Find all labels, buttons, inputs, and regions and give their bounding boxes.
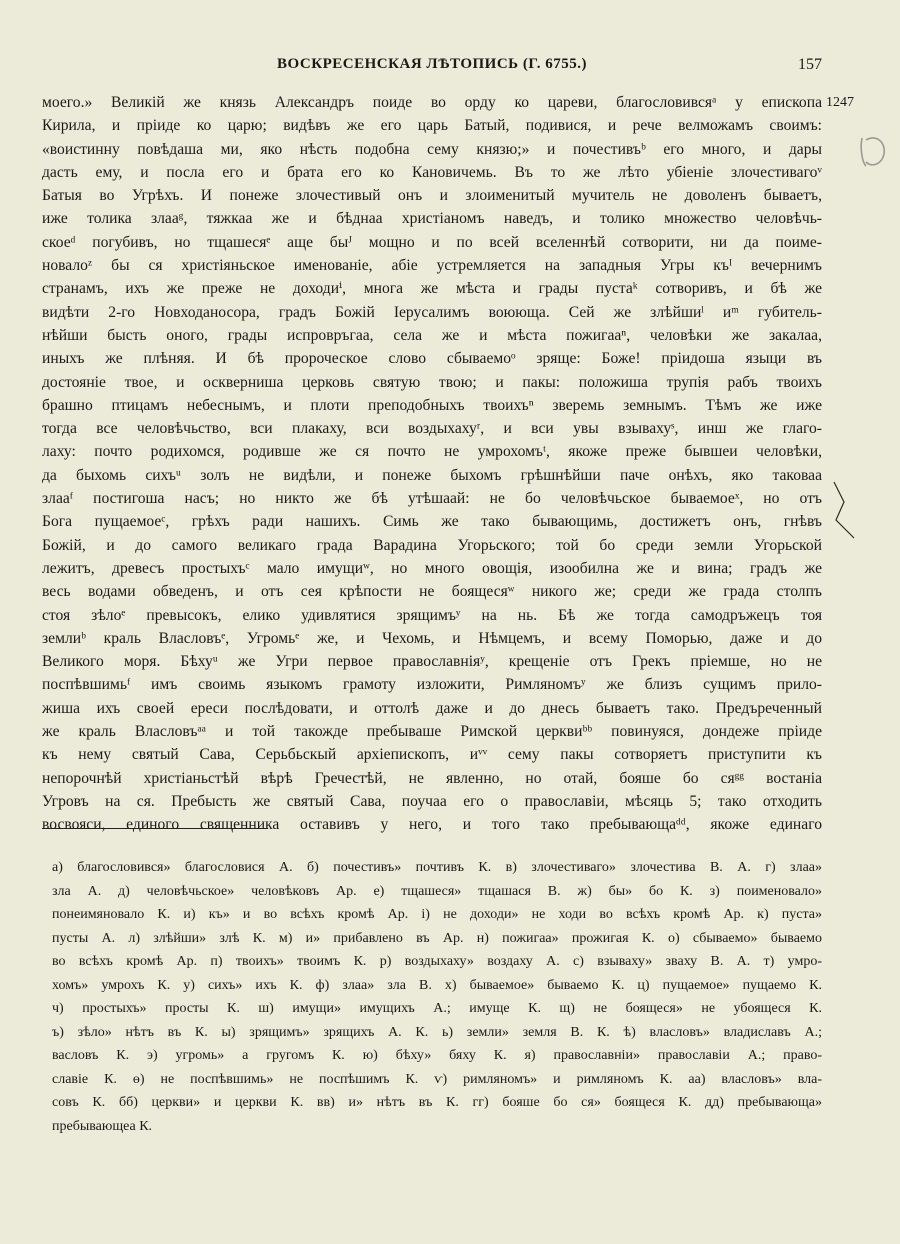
text-line: Великого моря. Бѣхуᵘ же Угри первое православніяʸ, крещеніе отъ Грекъ пріемше, но не (42, 653, 822, 671)
text-line: же краль Власловъᵃᵃ и той такожде пребываше Римской церквиᵇᵇ повинуяся, дондеже пріиде (42, 723, 822, 741)
text-line: видѣти 2-го Новходаносора, градъ Божій Іерусалимъ воююща. Сей же злѣйшиˡ иᵐ губитель- (42, 303, 822, 321)
text-line: непорочнѣй христіаньстѣй вѣрѣ Гречестѣй, не явленно, но отай, бояше бо сяᵍᵍ востаніа (42, 769, 822, 787)
text-line: къ нему святый Сава, Серьбьскый архіепископъ, иᵛᵛ сему пакы сотворяетъ приступити къ (42, 746, 822, 764)
text-line: «воистинну повѣдаша ми, яко нѣсть подобна сему князю;» и почестивъᵇ его много, и дары (42, 140, 822, 158)
footnote-line: во всѣхъ кромѣ Ар. п) твоихъ» твоимъ К. р) воздыхаху» воздаху А. с) взываху» зваху В. А. т) умро- (52, 954, 822, 969)
text-line: дасть ему, и посла его и брата его ко Кановичемь. Въ то же лѣто убіеніе злочестивагоᵛ (42, 163, 822, 181)
footnote-divider (42, 828, 268, 829)
text-line: новалоᶻ бы ся христіяньское именованіе, абіе устремляется на западныя Угры къᴵ вечернимъ (42, 257, 822, 275)
footnote-line: ч) простыхъ» просты К. ш) имущи» имущихъ А.; имуще К. щ) не боящеся» не убоящеся К. (52, 1001, 822, 1016)
text-line: иныхъ же плѣняя. И бѣ пророческое слово сбываемоᵒ зряще: Боже! пріидоша языци въ (42, 350, 822, 368)
text-line: поспѣвшимьᶠ имъ своимь языкомъ грамоту изложити, Римляномъʸ же близъ сущимъ прило- (42, 676, 822, 694)
footnote-line: а) благословився» благословися А. б) почестивъ» почтивъ К. в) злочестиваго» злочестива В. А. г) злаа» (52, 860, 822, 875)
footnote-line: ъ) зѣло» нѣтъ въ К. ы) зрящимъ» зрящихъ А. К. ь) земли» земля В. К. ѣ) власловъ» владиславъ А.; (52, 1024, 822, 1040)
text-line: землиᵇ краль Власловъᵉ, Угромьᵉ же, и Чехомь, и Нѣмцемъ, и всему Поморью, даже и до (42, 629, 822, 647)
footnote-line: пребывающеа К. (52, 1118, 153, 1134)
text-line: странамъ, ихъ же преже не доходиⁱ, многа же мѣста и грады пустаᵏ сотворивъ, и бѣ же (42, 280, 822, 298)
footnote-line: понеимяновало К. и) къ» и во всѣхъ кромѣ Ар. і) не доходи» не ходи во всѣхъ кромѣ Ар. к) пуста» (52, 907, 822, 922)
footnote-line: зла А. д) человѣчьское» человѣковъ Ар. е) тщашеся» тщашася В. ж) бы» бо К. з) поименовало» (52, 883, 822, 899)
text-line: брашно птицамъ небеснымъ, и плоти преподобныхъ твоихъⁿ зверемь земнымъ. Тѣмъ же иже (42, 396, 822, 414)
text-line: да быхомь сихъᵘ золъ не видѣли, и понеже быхомъ грѣшнѣйши паче онѣхъ, яко таковаа (42, 466, 822, 484)
text-line: стоя зѣлоᵉ превысокъ, елико удивлятися зрящимъʸ на нь. Бѣ же тогда самодръжецъ тоя (42, 606, 822, 624)
main-text (42, 91, 822, 837)
running-title: ВОСКРЕСЕНСКАЯ ЛѢТОПИСЬ (Г. 6755.) (277, 56, 587, 72)
footnote-line: славіе К. ѳ) не поспѣвшимь» не поспѣшимъ К. ѵ) римляномъ» и римляномъ К. аа) власловъ» вла- (52, 1071, 822, 1087)
text-line: скоеᵈ погубивъ, но тщашесяᵉ аще быᴶ мощно и по всей вселеннѣй сотворити, ни да поиме- (42, 233, 822, 251)
text-line: Бога пущаемоеᶜ, грѣхъ ради нашихъ. Симь же тако бывающимь, достижетъ онъ, гнѣвъ (42, 513, 822, 531)
text-line: достояніе твое, и оскверниша церковь святую твою; и пакы: положиша трупія рабъ твоихъ (42, 373, 822, 391)
footnote-line: васловъ К. э) угромь» а гругомъ К. ю) бѣху» бяху К. я) православніи» православіи А.; право- (52, 1048, 822, 1063)
page-number: 157 (798, 56, 822, 73)
footnotes (52, 856, 822, 1138)
text-line: лежитъ, древесъ простыхъᶜ мало имущиʷ, но много овощія, изообилна же и вина; градъ же (42, 559, 822, 577)
page-header (42, 56, 822, 80)
margin-year: 1247 (826, 95, 854, 110)
text-line: Кирила, и пріиде ко царю; видѣвъ же его царь Батый, подивися, и рече велможамъ своимъ: (42, 117, 822, 135)
text-line: моего.» Великій же князь Александръ поиде во орду ко цареви, благословивсяᵃ у епископа (42, 94, 822, 111)
footnote-line: совъ К. бб) церкви» и церкви К. вв) и» нѣтъ въ К. гг) бояше бо ся» боящеся К. дд) пребывающа» (52, 1095, 822, 1110)
text-line: лаху: почто родихомся, родивше же ся почто не умрохомъᵗ, якоже преже бывшеи человѣки, (42, 443, 822, 461)
text-line: восвояси, единого священника оставивъ у него, и того тако пребывающаᵈᵈ, якоже единаго (42, 816, 822, 834)
text-line: Угровъ на ся. Пребысть же святый Сава, поучаа его о православіи, мѣсяць 5; тако отходить (42, 792, 822, 810)
footnote-line: пусты А. л) злѣйши» злѣ К. м) и» прибавлено въ Ар. н) пожигаа» прожигая К. о) сбываемо» бываемо (52, 930, 822, 946)
text-line: весь водами обведенъ, и отъ сея крѣпости не боящесяʷ никого же; среди же града столпъ (42, 583, 822, 601)
text-line: Божій, и до самого великаго града Варадина Угорьского; той бо среди земли Угорьской (42, 536, 822, 554)
text-line: тогда все человѣчьство, вси плакаху, вси воздыхахуʳ, и вси увы взывахуˢ, инш же глаго- (42, 420, 822, 438)
text-line: злааᶠ постигоша насъ; но никто же бѣ утѣшаай: не бо человѣчьское бываемоеˣ, но отъ (42, 490, 822, 508)
text-line: нѣйши бысть оного, грады испровръгаа, села же и мѣста пожигааⁿ, человѣки же закалаа, (42, 326, 822, 344)
text-line: Батыя во Угрѣхъ. И понеже злочестивый онъ и злоименитый мучитель не доволенъ бываетъ, (42, 187, 822, 205)
text-line: жиша ихъ своей ереси послѣдовати, и оттолѣ даже и до днесь бываетъ тако. Предъреченный (42, 699, 822, 717)
text-line: иже толика злааᵍ, тяжкаа же и бѣднаа христіаномъ наведъ, и толико множество человѣчь- (42, 210, 822, 228)
footnote-line: хомъ» умрохъ К. у) сихъ» ихъ К. ф) злаа» зла В. х) бываемое» бываемо К. ц) пущаемое» пущаемо К. (52, 977, 822, 993)
margin-bracket-icon (832, 480, 856, 540)
pencil-mark-icon (856, 132, 890, 172)
